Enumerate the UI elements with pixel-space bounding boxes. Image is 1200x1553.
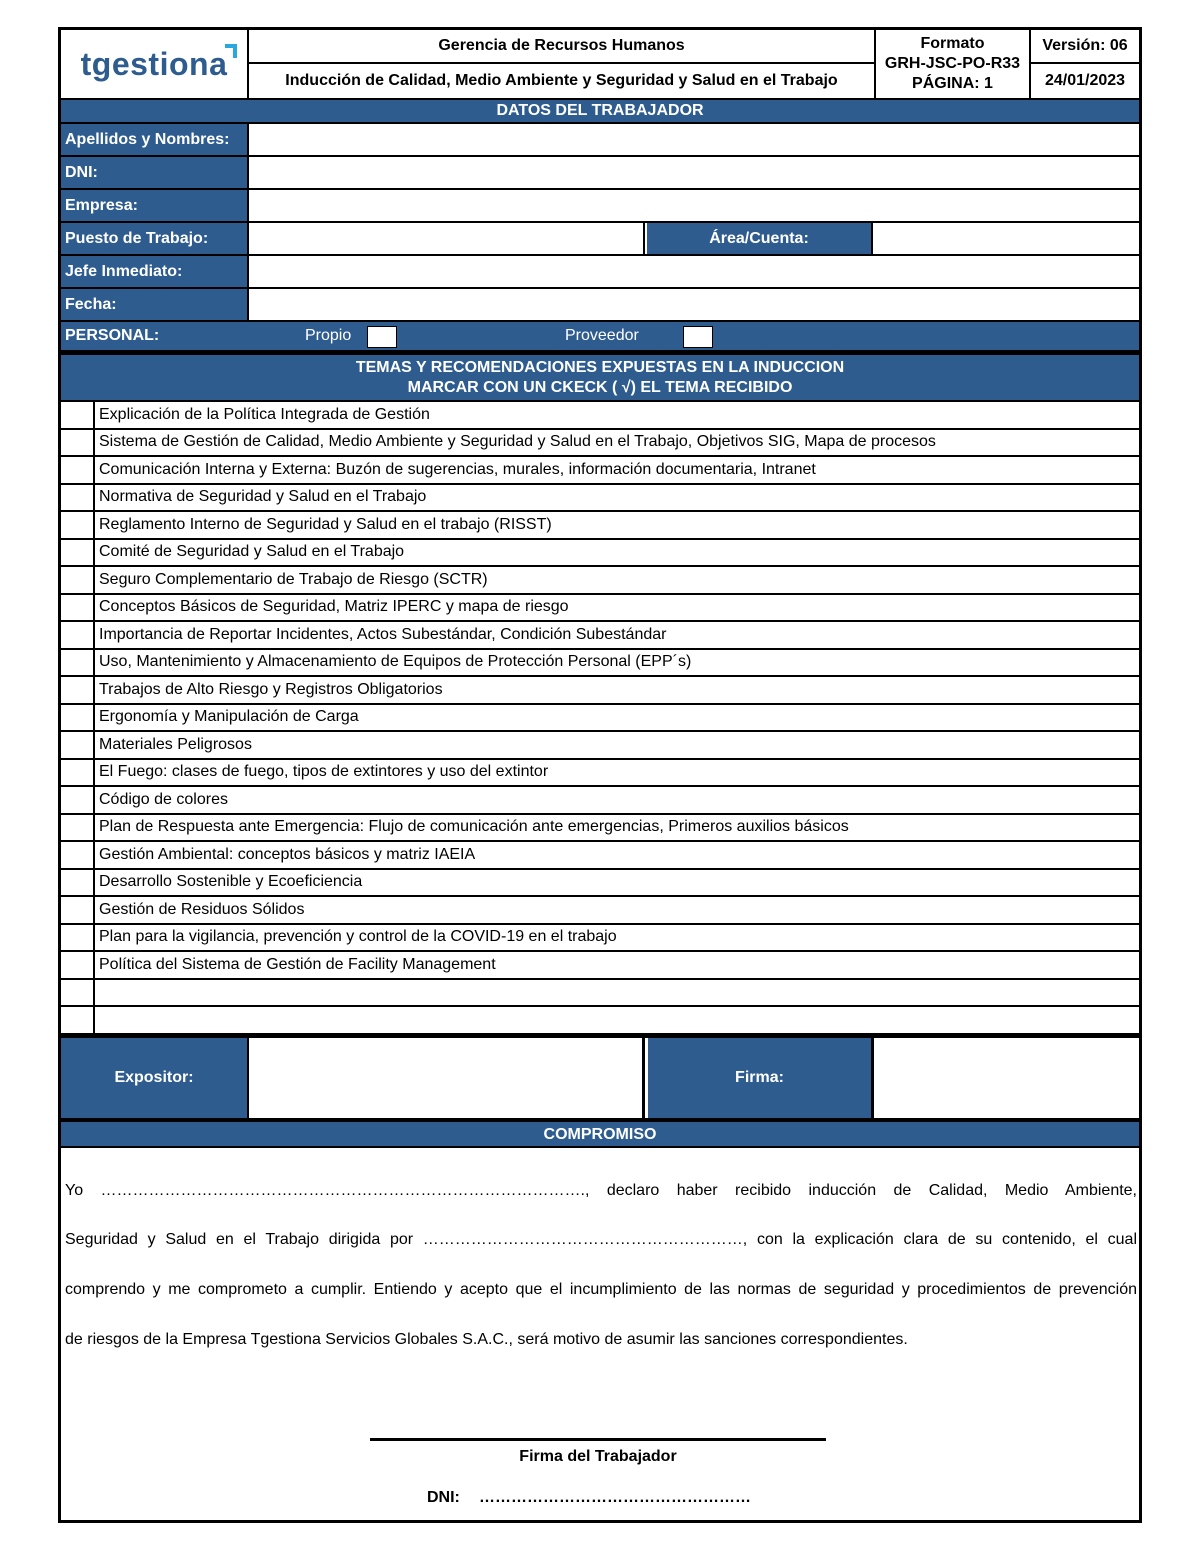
topic-row xyxy=(61,730,1139,758)
topic-row xyxy=(61,455,1139,483)
topic-row xyxy=(61,593,1139,621)
company-field[interactable] xyxy=(251,190,1139,221)
topic-label: Desarrollo Sostenible y Ecoeficiencia xyxy=(99,873,363,891)
topics-header xyxy=(61,350,1139,400)
area-label: Área/Cuenta: xyxy=(647,223,873,254)
topic-row xyxy=(61,895,1139,923)
format-code: GRH-JSC-PO-R33 xyxy=(884,55,1021,72)
topic-row xyxy=(61,400,1139,428)
topic-label: Materiales Peligrosos xyxy=(99,735,252,753)
position-field[interactable] xyxy=(251,223,645,254)
topic-checkbox[interactable] xyxy=(61,787,95,813)
topic-row xyxy=(61,428,1139,456)
topic-label: El Fuego: clases de fuego, tipos de extintores y uso del extintor xyxy=(99,763,549,781)
topic-checkbox[interactable] xyxy=(61,540,95,566)
topic-checkbox[interactable] xyxy=(61,980,95,1006)
version-label: Versión: 06 xyxy=(1031,30,1139,64)
topic-label: Reglamento Interno de Seguridad y Salud en el trabajo (RISST) xyxy=(99,515,552,533)
topic-checkbox[interactable] xyxy=(61,897,95,923)
name-row xyxy=(61,122,1139,155)
expositor-field[interactable] xyxy=(251,1038,645,1118)
topic-checkbox[interactable] xyxy=(61,650,95,676)
topic-row xyxy=(61,1005,1139,1033)
topic-label: Normativa de Seguridad y Salud en el Trabajo xyxy=(99,488,427,506)
topic-row xyxy=(61,538,1139,566)
topics-title-line1: TEMAS Y RECOMENDACIONES EXPUESTAS EN LA INDUCCION xyxy=(355,359,845,376)
topic-row xyxy=(61,785,1139,813)
topic-row xyxy=(61,675,1139,703)
boss-field[interactable] xyxy=(251,256,1139,287)
commitment-line-2: Seguridad y Salud en el Trabajo dirigida por ……………………………………………………, con la explicación clara de su contenido, el cual xyxy=(65,1231,1137,1248)
page-label: PÁGINA: 1 xyxy=(912,75,993,92)
dni-field[interactable] xyxy=(251,157,1139,188)
dni-row xyxy=(61,155,1139,188)
topic-checkbox[interactable] xyxy=(61,705,95,731)
signature-line xyxy=(370,1438,826,1441)
date-field[interactable] xyxy=(251,289,1139,320)
topic-label: Conceptos Básicos de Seguridad, Matriz IPERC y mapa de riesgo xyxy=(99,598,569,616)
department-title: Gerencia de Recursos Humanos xyxy=(249,30,876,64)
topic-row xyxy=(61,923,1139,951)
commitment-line-4: de riesgos de la Empresa Tgestiona Servicios Globales S.A.C., será motivo de asumir las sanciones correspondientes. xyxy=(65,1331,908,1348)
topic-label: Gestión de Residuos Sólidos xyxy=(99,900,305,918)
topic-label: Sistema de Gestión de Calidad, Medio Ambiente y Seguridad y Salud en el Trabajo, Objetivos SIG, Mapa de procesos xyxy=(99,433,936,451)
topic-row xyxy=(61,950,1139,978)
topic-checkbox[interactable] xyxy=(61,815,95,841)
topic-label: Plan para la vigilancia, prevención y control de la COVID-19 en el trabajo xyxy=(99,928,617,946)
area-field[interactable] xyxy=(875,223,1139,254)
topic-checkbox[interactable] xyxy=(61,870,95,896)
topic-label: Código de colores xyxy=(99,790,228,808)
personal-row xyxy=(61,320,1139,350)
topic-label: Seguro Complementario de Trabajo de Riesgo (SCTR) xyxy=(99,570,488,588)
expositor-label: Expositor: xyxy=(61,1038,249,1118)
topics-title-line2: MARCAR CON UN CKECK ( √) EL TEMA RECIBIDO xyxy=(407,379,793,396)
own-label: Propio xyxy=(305,327,352,344)
company-row xyxy=(61,188,1139,221)
firma-label: Firma: xyxy=(648,1038,874,1118)
topic-row xyxy=(61,510,1139,538)
topic-row xyxy=(61,758,1139,786)
topic-checkbox[interactable] xyxy=(61,567,95,593)
personal-label: PERSONAL: xyxy=(65,327,160,344)
topic-row xyxy=(61,840,1139,868)
position-row xyxy=(61,221,1139,254)
document-title: Inducción de Calidad, Medio Ambiente y Seguridad y Salud en el Trabajo xyxy=(249,64,876,100)
commitment-line-3: comprendo y me comprometo a cumplir. Entiendo y acepto que el incumplimiento de las normas de seguridad y procedimientos de prevención xyxy=(65,1281,1137,1298)
topic-row xyxy=(61,813,1139,841)
topic-checkbox[interactable] xyxy=(61,677,95,703)
topic-row xyxy=(61,978,1139,1006)
topic-checkbox[interactable] xyxy=(61,622,95,648)
date-label: 24/01/2023 xyxy=(1031,64,1139,100)
date-row xyxy=(61,287,1139,320)
topic-label: Ergonomía y Manipulación de Carga xyxy=(99,708,359,726)
worker-dni-label: DNI: xyxy=(427,1489,460,1506)
commitment-title: COMPROMISO xyxy=(61,1118,1139,1148)
topic-label: Explicación de la Política Integrada de Gestión xyxy=(99,405,430,423)
dni-label: DNI: xyxy=(61,157,249,188)
name-label: Apellidos y Nombres: xyxy=(61,124,249,155)
topic-label: Uso, Mantenimiento y Almacenamiento de Equipos de Protección Personal (EPP´s) xyxy=(99,653,692,671)
provider-checkbox[interactable] xyxy=(683,326,713,348)
topic-row xyxy=(61,648,1139,676)
topic-row xyxy=(61,703,1139,731)
position-label: Puesto de Trabajo: xyxy=(61,223,249,254)
own-checkbox[interactable] xyxy=(367,326,397,348)
commitment-line-1: Yo ………………………………………………………………………………., declaro haber recibido inducción de Calidad, Medio Ambiente, xyxy=(65,1182,1137,1199)
provider-label: Proveedor xyxy=(565,327,639,344)
topic-checkbox[interactable] xyxy=(61,595,95,621)
topic-checkbox[interactable] xyxy=(61,925,95,951)
topic-label: Importancia de Reportar Incidentes, Actos Subestándar, Condición Subestándar xyxy=(99,625,667,643)
topic-label: Política del Sistema de Gestión de Facility Management xyxy=(99,955,496,973)
topic-label: Plan de Respuesta ante Emergencia: Flujo de comunicación ante emergencias, Primeros auxilios básicos xyxy=(99,818,849,836)
topic-checkbox[interactable] xyxy=(61,457,95,483)
worker-dni-dots[interactable]: …………………………………………… xyxy=(479,1489,751,1506)
topic-checkbox[interactable] xyxy=(61,512,95,538)
firma-field[interactable] xyxy=(877,1038,1139,1118)
date-field-label: Fecha: xyxy=(61,289,249,320)
boss-row xyxy=(61,254,1139,287)
topic-label: Gestión Ambiental: conceptos básicos y matriz IAEIA xyxy=(99,845,476,863)
worker-section-title: DATOS DEL TRABAJADOR xyxy=(61,100,1139,122)
topic-label: Comunicación Interna y Externa: Buzón de sugerencias, murales, información documentaria, Intranet xyxy=(99,460,816,478)
topic-label: Trabajos de Alto Riesgo y Registros Obligatorios xyxy=(99,680,443,698)
logo-text: tgestiona xyxy=(80,45,228,82)
boss-label: Jefe Inmediato: xyxy=(61,256,249,287)
company-label: Empresa: xyxy=(61,190,249,221)
topic-row xyxy=(61,565,1139,593)
topic-checkbox[interactable] xyxy=(61,760,95,786)
topic-checkbox[interactable] xyxy=(61,1007,95,1033)
topic-row xyxy=(61,483,1139,511)
logo-mark-icon xyxy=(225,44,237,58)
format-label: Formato xyxy=(920,35,985,52)
topic-row xyxy=(61,620,1139,648)
topic-checkbox[interactable] xyxy=(61,842,95,868)
topic-checkbox[interactable] xyxy=(61,430,95,456)
topic-checkbox[interactable] xyxy=(61,732,95,758)
topic-checkbox[interactable] xyxy=(61,485,95,511)
name-field[interactable] xyxy=(251,124,1139,155)
topic-row xyxy=(61,868,1139,896)
signature-label: Firma del Trabajador xyxy=(519,1448,677,1465)
topic-label: Comité de Seguridad y Salud en el Trabajo xyxy=(99,543,405,561)
format-block xyxy=(876,30,1031,100)
company-logo xyxy=(61,30,249,100)
topic-checkbox[interactable] xyxy=(61,952,95,978)
topic-checkbox[interactable] xyxy=(61,402,95,428)
induction-form xyxy=(58,27,1142,1523)
